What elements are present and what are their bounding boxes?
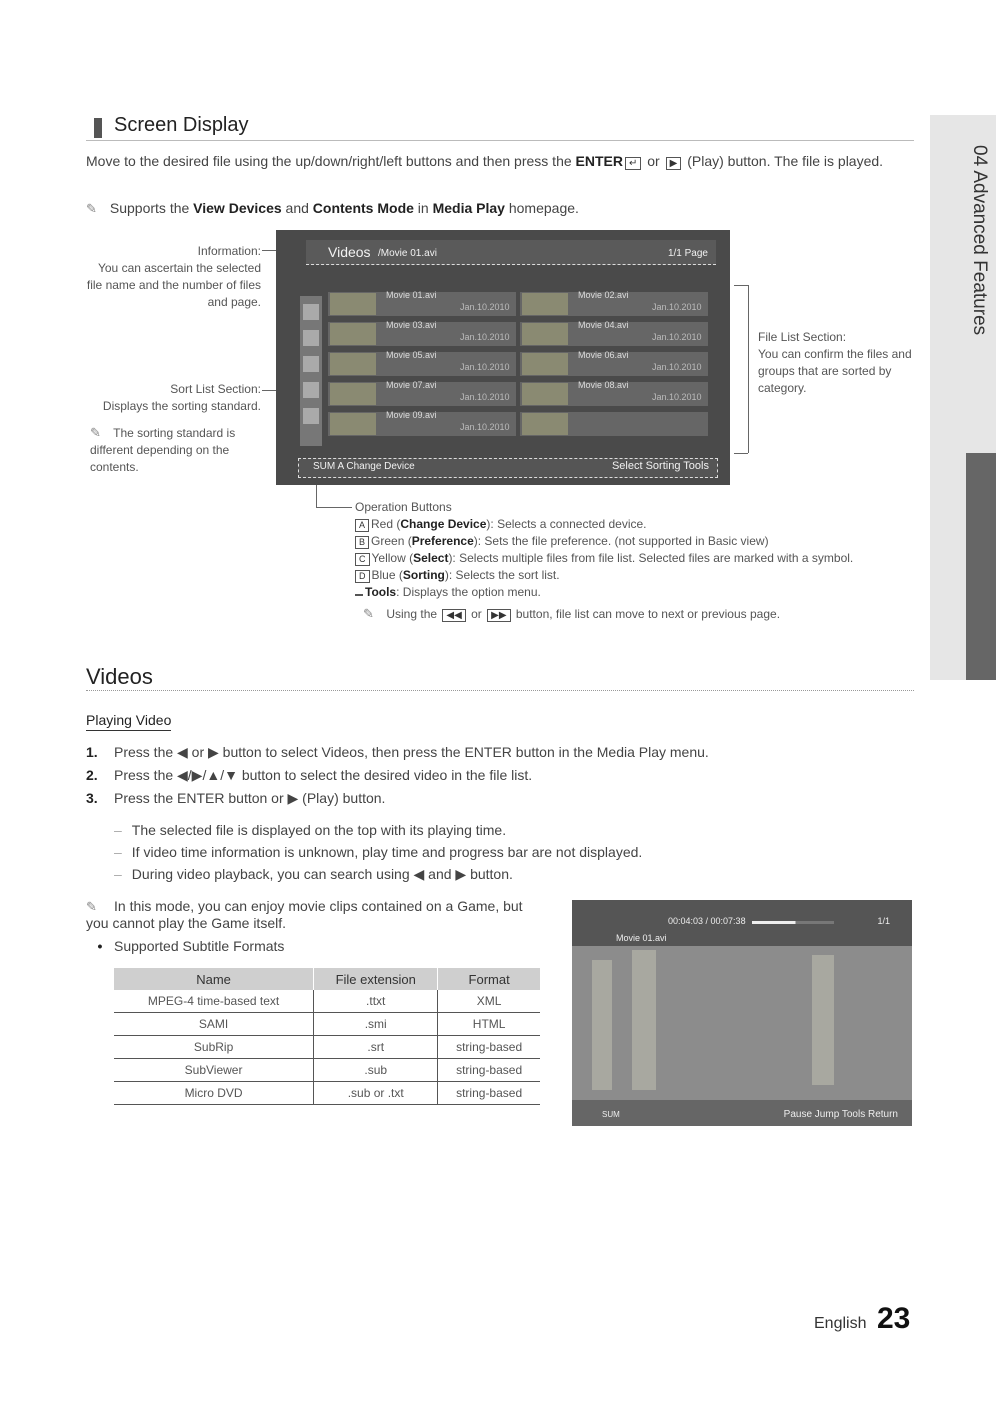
screen-button-bar: [298, 458, 718, 478]
bracket-top: [734, 285, 748, 286]
table-cell: MPEG-4 time-based text: [114, 990, 314, 1013]
file-date: Jan.10.2010: [460, 362, 510, 372]
leader-line: [316, 485, 317, 507]
intro-paragraph: [86, 152, 906, 171]
file-item[interactable]: [520, 292, 708, 316]
dash-text: If video time information is unknown, play time and progress bar are not displayed.: [131, 844, 643, 860]
op-bold: Tools: [365, 585, 397, 599]
file-date: Jan.10.2010: [652, 302, 702, 312]
file-thumbnail: [330, 353, 376, 375]
playing-video-subtitle: Playing Video: [86, 712, 171, 731]
operation-item: [355, 584, 915, 601]
dash-item: [114, 822, 814, 838]
file-item[interactable]: [328, 352, 516, 376]
op-bold: Select: [413, 551, 449, 565]
file-thumbnail: [330, 413, 376, 435]
note-bold-3: Media Play: [432, 200, 505, 216]
table-row: [114, 1036, 540, 1059]
player-page: 1/1: [877, 916, 890, 926]
file-date: Jan.10.2010: [460, 302, 510, 312]
intro-or: or: [647, 153, 660, 169]
op-note-text: Using the: [386, 607, 438, 621]
file-thumbnail: [330, 293, 376, 315]
note-pen-icon: ✎: [90, 425, 101, 440]
file-name: Movie 08.avi: [578, 380, 629, 390]
player-sum: SUM: [602, 1110, 620, 1119]
file-name: Movie 03.avi: [386, 320, 437, 330]
play-key-icon: ▶: [666, 157, 682, 170]
step-text: Press the ENTER button or ▶ (Play) button.: [114, 790, 386, 806]
file-item[interactable]: [328, 412, 516, 436]
file-name: Movie 09.avi: [386, 410, 437, 420]
file-thumbnail: [522, 323, 568, 345]
chapter-tab-marker: [966, 453, 996, 680]
color-key-icon: B: [355, 536, 369, 549]
step-item: [86, 790, 906, 807]
screen-bottom-left: SUM A Change Device: [313, 461, 415, 472]
sort-note-text: The sorting standard is different depending on the contents.: [90, 426, 236, 474]
note-text: and: [285, 200, 309, 216]
sort-title: Sort List Section:: [170, 382, 261, 396]
table-row: [114, 1013, 540, 1036]
file-item[interactable]: [520, 322, 708, 346]
intro-text-1: Move to the desired file using the up/down/right/left buttons and then press the: [86, 153, 572, 169]
section-header: [86, 114, 914, 141]
file-date: Jan.10.2010: [460, 392, 510, 402]
file-item[interactable]: [328, 382, 516, 406]
step-item: [86, 767, 906, 784]
table-cell: string-based: [438, 1036, 540, 1059]
bracket-bottom: [734, 453, 748, 454]
table-row: [114, 1082, 540, 1105]
screen-title: Videos: [328, 244, 371, 260]
sort-icon[interactable]: [303, 304, 319, 320]
bullet-icon: •: [97, 938, 103, 954]
operation-item: [355, 533, 915, 550]
note-text: Supports the: [109, 200, 190, 216]
file-title: File List Section:: [758, 330, 847, 344]
table-row: [114, 990, 540, 1013]
info-annotation: [86, 243, 261, 311]
forward-key-icon: ▶▶: [487, 609, 510, 622]
note-bold-1: View Devices: [193, 200, 282, 216]
note-text: in: [417, 200, 429, 216]
game-note: [86, 898, 536, 931]
operation-title: Operation Buttons: [355, 500, 452, 514]
color-key-icon: D: [355, 570, 370, 583]
dash-item: [114, 866, 814, 883]
op-bold: Change Device: [400, 517, 487, 531]
intro-text-2: (Play) button. The file is played.: [687, 153, 884, 169]
dash-text: During video playback, you can search using ◀ and ▶ button.: [131, 866, 513, 882]
sort-icon[interactable]: [303, 382, 319, 398]
file-thumbnail: [522, 383, 568, 405]
op-pre: Red (: [371, 517, 401, 531]
table-cell: .sub or .txt: [314, 1082, 438, 1105]
dash-marker: –: [114, 866, 122, 882]
sort-body: Displays the sorting standard.: [102, 399, 261, 413]
scene-shape: [812, 955, 834, 1085]
screen-page: 1/1 Page: [667, 248, 708, 259]
step-number: 1.: [86, 744, 98, 760]
player-control-bar: [572, 1100, 912, 1126]
file-item[interactable]: [520, 352, 708, 376]
operation-item: [355, 516, 915, 533]
steps-list: [86, 744, 906, 813]
op-pre: Yellow (: [371, 551, 414, 565]
op-bold: Sorting: [402, 568, 445, 582]
file-thumbnail: [330, 323, 376, 345]
sort-icon[interactable]: [303, 408, 319, 424]
op-pre: Blue (: [371, 568, 403, 582]
operation-list: [355, 516, 915, 601]
chapter-tab-label: 04 Advanced Features: [969, 145, 990, 336]
game-note-text: In this mode, you can enjoy movie clips contained on a Game, but you cannot play the Game itself.: [86, 898, 523, 931]
file-name: Movie 02.avi: [578, 290, 629, 300]
table-header-cell: File extension: [314, 968, 438, 990]
dash-marker: –: [114, 822, 122, 838]
videos-title: Videos: [86, 664, 153, 689]
table-cell: XML: [438, 990, 540, 1013]
dash-item: [114, 844, 814, 860]
file-thumbnail: [330, 383, 376, 405]
operation-item: [355, 550, 915, 567]
table-header-cell: Format: [438, 968, 540, 990]
scene-shape: [632, 950, 656, 1090]
media-play-screen: [276, 230, 730, 485]
file-name: Movie 04.avi: [578, 320, 629, 330]
table-cell: .sub: [314, 1059, 438, 1082]
file-date: Jan.10.2010: [652, 362, 702, 372]
file-thumbnail: [522, 413, 568, 435]
op-bold: Preference: [411, 534, 474, 548]
operation-item: [355, 567, 915, 584]
info-title: Information:: [197, 244, 261, 258]
table-cell: string-based: [438, 1059, 540, 1082]
file-item[interactable]: [520, 382, 708, 406]
table-cell: .srt: [314, 1036, 438, 1059]
file-date: Jan.10.2010: [460, 332, 510, 342]
subtitle-formats-table: [114, 968, 540, 1105]
table-cell: SubViewer: [114, 1059, 314, 1082]
file-list-annotation: [758, 329, 918, 397]
step-item: [86, 744, 906, 761]
step-text: Press the ◀ or ▶ button to select Videos, then press the ENTER button in the Media Play menu.: [114, 744, 709, 760]
file-item[interactable]: [328, 322, 516, 346]
sort-list[interactable]: [300, 296, 322, 446]
note-bold-2: Contents Mode: [312, 200, 414, 216]
page-number: 23: [876, 1302, 911, 1335]
table-cell: SubRip: [114, 1036, 314, 1059]
file-thumbnail: [522, 353, 568, 375]
table-row: [114, 1059, 540, 1082]
info-body: You can ascertain the selected file name and the number of files and page.: [86, 261, 261, 309]
table-cell: SAMI: [114, 1013, 314, 1036]
player-info-bar: [572, 900, 912, 946]
file-date: Jan.10.2010: [652, 332, 702, 342]
file-thumbnail: [522, 293, 568, 315]
note-pen-icon: ✎: [363, 606, 374, 621]
op-note-text: or: [471, 607, 482, 621]
note-pen-icon: ✎: [86, 201, 97, 216]
player-progress-bar[interactable]: [752, 921, 834, 924]
op-post: ): Selects a connected device.: [486, 517, 647, 531]
step-text: Press the ◀/▶/▲/▼ button to select the desired video in the file list.: [114, 767, 533, 783]
dash-list: [114, 822, 814, 889]
screen-info-bar: [306, 240, 716, 265]
screen-bottom-right: Select Sorting Tools: [611, 460, 709, 472]
file-name: Movie 07.avi: [386, 380, 437, 390]
dash-text: The selected file is displayed on the top with its playing time.: [131, 822, 507, 838]
table-cell: .ttxt: [314, 990, 438, 1013]
table-cell: .smi: [314, 1013, 438, 1036]
table-cell: string-based: [438, 1082, 540, 1105]
file-name: Movie 06.avi: [578, 350, 629, 360]
chapter-side-tab: [930, 115, 996, 680]
file-item[interactable]: [328, 292, 516, 316]
player-controls[interactable]: Pause Jump Tools Return: [783, 1109, 898, 1120]
file-item[interactable]: [520, 412, 708, 436]
player-time: 00:04:03 / 00:07:38: [668, 916, 746, 926]
sort-icon[interactable]: [303, 330, 319, 346]
op-post: : Displays the option menu.: [396, 585, 541, 599]
rewind-key-icon: ◀◀: [442, 609, 465, 622]
op-note-text: button, file list can move to next or previous page.: [515, 607, 781, 621]
color-key-icon: C: [355, 553, 370, 566]
op-post: ): Selects multiple files from file list. Selected files are marked with a symbol.: [448, 551, 854, 565]
table-header-row: [114, 968, 540, 990]
section-title: Screen Display: [114, 114, 249, 136]
enter-icon: ↵: [625, 157, 641, 170]
player-movie-name: Movie 01.avi: [616, 933, 667, 943]
footer-language: English: [814, 1315, 867, 1332]
operation-buttons: [355, 499, 915, 623]
videos-header: [86, 664, 914, 691]
header-bar: [94, 118, 102, 138]
chapter-tab-text: [964, 145, 994, 445]
scene-shape: [592, 960, 612, 1090]
note-text: homepage.: [508, 200, 579, 216]
sort-note: [90, 424, 260, 476]
step-number: 2.: [86, 767, 98, 783]
dash-marker: –: [114, 844, 122, 860]
table-header-cell: Name: [114, 968, 314, 990]
subtitle-bullet: [86, 938, 284, 954]
leader-line: [316, 507, 352, 508]
sort-icon[interactable]: [303, 356, 319, 372]
page-footer: [814, 1302, 910, 1336]
table-cell: HTML: [438, 1013, 540, 1036]
op-pre: Green (: [371, 534, 412, 548]
video-player-screen: [572, 900, 912, 1126]
step-number: 3.: [86, 790, 98, 806]
color-key-icon: [355, 594, 363, 596]
enter-label: ENTER: [575, 153, 623, 169]
screen-path: /Movie 01.avi: [378, 248, 437, 259]
file-name: Movie 01.avi: [386, 290, 437, 300]
note-pen-icon: ✎: [86, 899, 97, 914]
file-body: You can confirm the files and groups that are sorted by category.: [758, 347, 912, 395]
file-date: Jan.10.2010: [460, 422, 510, 432]
color-key-icon: A: [355, 519, 369, 532]
operation-note: [355, 605, 915, 623]
support-note: [86, 200, 906, 217]
op-post: ): Selects the sort list.: [444, 568, 560, 582]
bullet-text: Supported Subtitle Formats: [114, 938, 285, 954]
file-name: Movie 05.avi: [386, 350, 437, 360]
bracket-side: [748, 285, 749, 453]
sort-annotation: [86, 381, 261, 415]
op-post: ): Sets the file preference. (not supported in Basic view): [473, 534, 769, 548]
table-cell: Micro DVD: [114, 1082, 314, 1105]
file-date: Jan.10.2010: [652, 392, 702, 402]
